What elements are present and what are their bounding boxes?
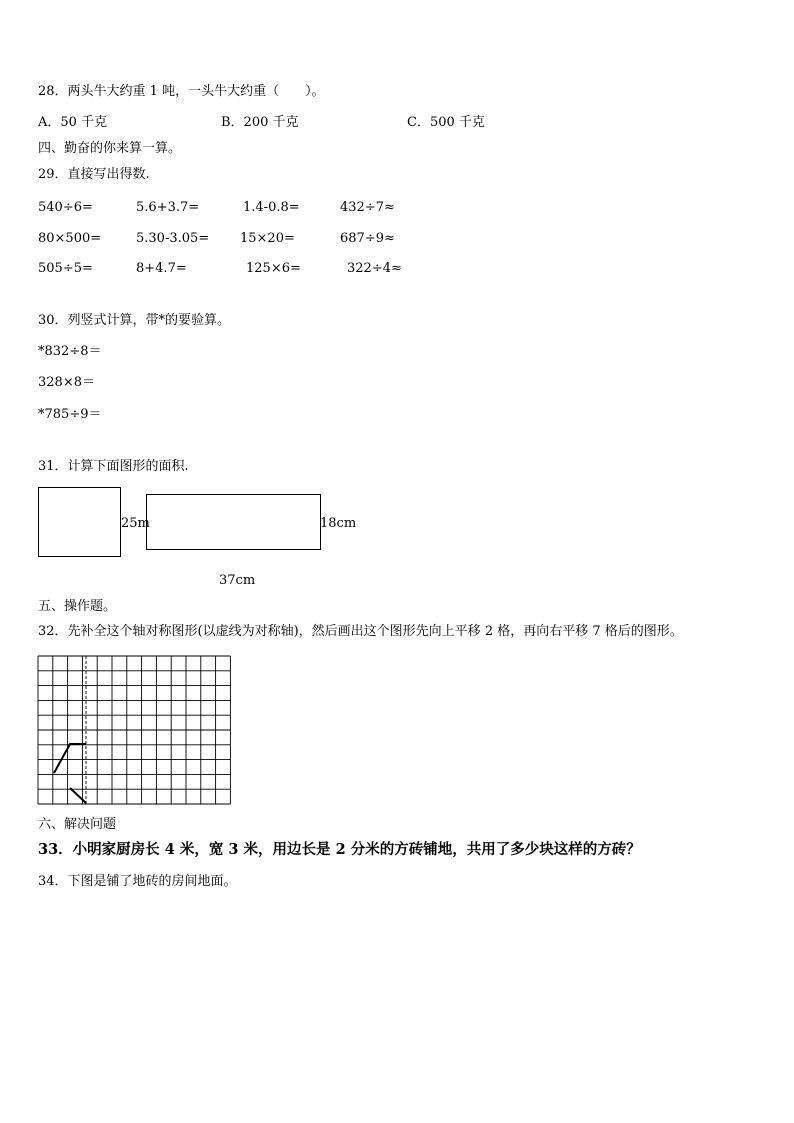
q29-expr: 5.30-3.05= — [136, 231, 210, 246]
section-5-heading: 五、操作题。 — [38, 599, 117, 614]
rectangle-figure — [146, 494, 321, 550]
q29-expr: 5.6+3.7= — [136, 200, 200, 215]
q31-text: 31．计算下面图形的面积. — [38, 459, 189, 474]
section-6-heading: 六、解决问题 — [38, 817, 117, 832]
half-figure-lower-edge — [70, 788, 86, 803]
q28-text: 28．两头牛大约重 1 吨，一头牛大约重（ ）。 — [38, 84, 325, 99]
q29-expr: 505÷5= — [38, 261, 93, 276]
rectangle-length-label: 37cm — [219, 573, 256, 588]
section-4-heading: 四、勤奋的你来算一算。 — [38, 141, 182, 156]
rectangle-width-label: 18cm — [320, 516, 357, 531]
q29-expr: 8+4.7= — [136, 261, 187, 276]
q28-option-b: B．200 千克 — [221, 115, 299, 130]
half-figure — [54, 744, 86, 773]
q29-expr: 322÷4≈ — [347, 261, 402, 276]
q30-item: *832÷8＝ — [38, 344, 102, 359]
q29-text: 29．直接写出得数. — [38, 167, 150, 182]
q34-text: 34．下图是铺了地砖的房间地面。 — [38, 874, 237, 889]
q33-text: 33．小明家厨房长 4 米，宽 3 米，用边长是 2 分米的方砖铺地，共用了多少块这样的方砖？ — [38, 841, 641, 858]
q30-item: 328×8＝ — [38, 375, 95, 390]
q32-text: 32．先补全这个轴对称图形(以虚线为对称轴)，然后画出这个图形先向上平移 2 格，再向右平移 7 格后的图形。 — [38, 624, 683, 639]
q28-option-a: A．50 千克 — [38, 115, 108, 130]
q30-text: 30．列竖式计算，带*的要验算。 — [38, 313, 231, 328]
square-figure — [38, 487, 121, 557]
q28-option-c: C．500 千克 — [407, 115, 485, 130]
grid-diagram — [37, 655, 245, 806]
q29-expr: 15×20= — [240, 231, 295, 246]
q29-expr: 540÷6= — [38, 200, 93, 215]
q29-expr: 125×6= — [246, 261, 301, 276]
q29-expr: 687÷9≈ — [340, 231, 395, 246]
q29-expr: 432÷7≈ — [340, 200, 395, 215]
square-side-label: 25m — [121, 516, 150, 531]
q29-expr: 80×500= — [38, 231, 102, 246]
q30-item: *785÷9＝ — [38, 407, 102, 422]
q29-expr: 1.4-0.8= — [243, 200, 300, 215]
